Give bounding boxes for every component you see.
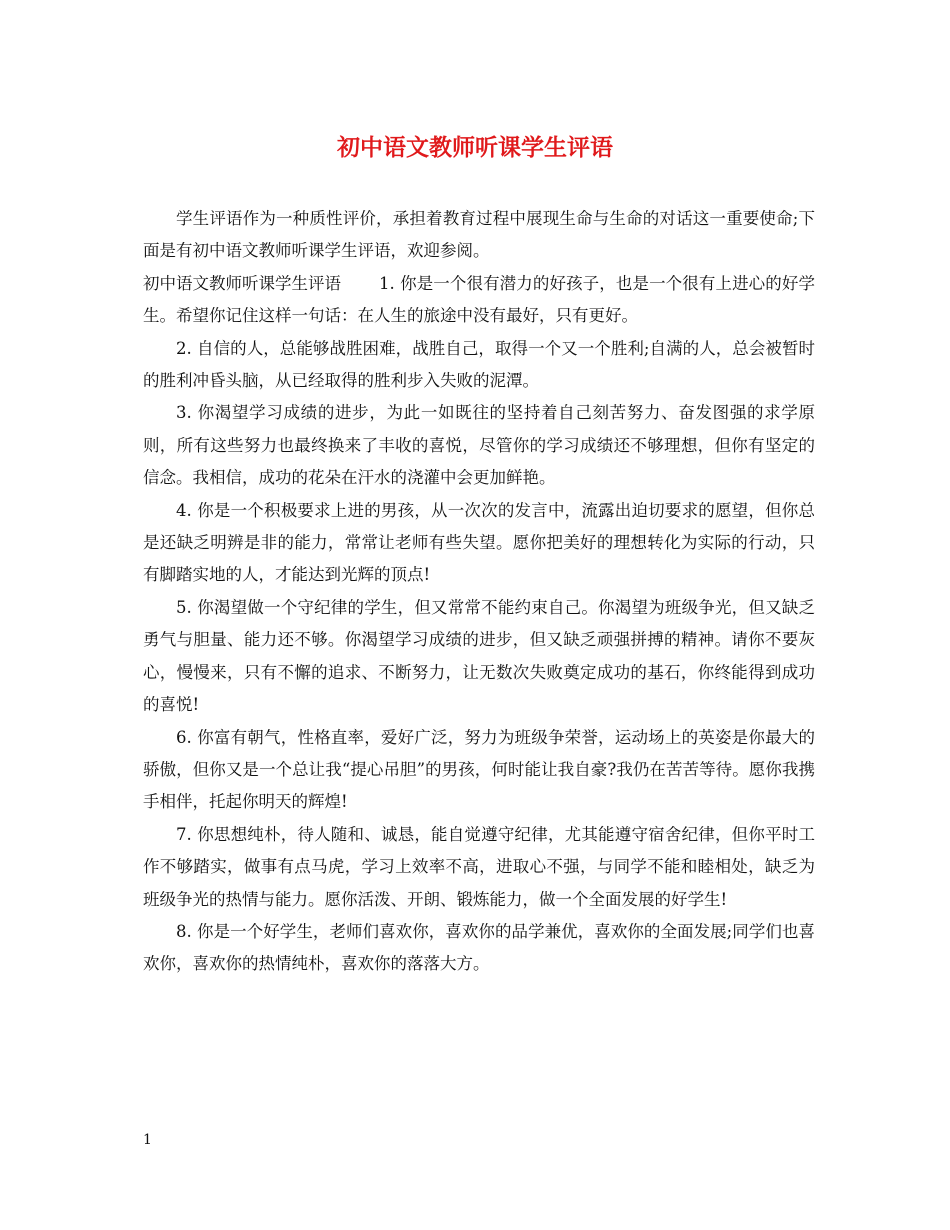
comment-item-8: 8. 你是一个好学生，老师们喜欢你，喜欢你的品学兼优，喜欢你的全面发展;同学们也喜欢你，喜欢你的热情纯朴，喜欢你的落落大方。 — [143, 921, 815, 974]
comment-item-7: 7. 你思想纯朴，待人随和、诚恳，能自觉遵守纪律，尤其能遵守宿舍纪律，但你平时工作不够踏实，做事有点马虎，学习上效率不高，进取心不强，与同学不能和睦相处，缺乏为班级争光的热情与能力。愿你活泼、开朗、锻炼能力，做一个全面发展的好学生! — [143, 824, 815, 909]
comment-item-5: 5. 你渴望做一个守纪律的学生，但又常常不能约束自己。你渴望为班级争光，但又缺乏勇气与胆量、能力还不够。你渴望学习成绩的进步，但又缺乏顽强拼搏的精神。请你不要灰心，慢慢来，只有不懈的追求、不断努力，让无数次失败奠定成功的基石，你终能得到成功的喜悦! — [143, 597, 815, 715]
document-body — [143, 203, 815, 981]
comment-item-2: 2. 自信的人，总能够战胜困难，战胜自己，取得一个又一个胜利;自满的人，总会被暂时的胜利冲昏头脑，从已经取得的胜利步入失败的泥潭。 — [143, 338, 815, 391]
comment-item-6: 6. 你富有朝气，性格直率，爱好广泛，努力为班级争荣誉，运动场上的英姿是你最大的骄傲，但你又是一个总让我“提心吊胆”的男孩，何时能让我自豪?我仍在苦苦等待。愿你我携手相伴，托起你明天的辉煌! — [143, 727, 815, 812]
comment-item-3: 3. 你渴望学习成绩的进步，为此一如既往的坚持着自己刻苦努力、奋发图强的求学原则，所有这些努力也最终换来了丰收的喜悦，尽管你的学习成绩还不够理想，但你有坚定的信念。我相信，成功的花朵在汗水的浇灌中会更加鲜艳。 — [143, 403, 815, 488]
section-first-paragraph — [143, 268, 815, 333]
document-title: 初中语文教师听课学生评语 — [337, 134, 613, 161]
section-heading: 初中语文教师听课学生评语 — [143, 273, 341, 293]
page-number: 1 — [143, 1132, 152, 1148]
comment-item-4: 4. 你是一个积极要求上进的男孩，从一次次的发言中，流露出迫切要求的愿望，但你总是还缺乏明辨是非的能力，常常让老师有些失望。愿你把美好的理想转化为实际的行动，只有脚踏实地的人，才能达到光辉的顶点! — [143, 500, 815, 585]
intro-paragraph: 学生评语作为一种质性评价，承担着教育过程中展现生命与生命的对话这一重要使命;下面是有初中语文教师听课学生评语，欢迎参阅。 — [143, 209, 815, 261]
comment-item-1: 1. 你是一个很有潜力的好孩子，也是一个很有上进心的好学生。希望你记住这样一句话：在人生的旅途中没有最好，只有更好。 — [143, 273, 815, 326]
